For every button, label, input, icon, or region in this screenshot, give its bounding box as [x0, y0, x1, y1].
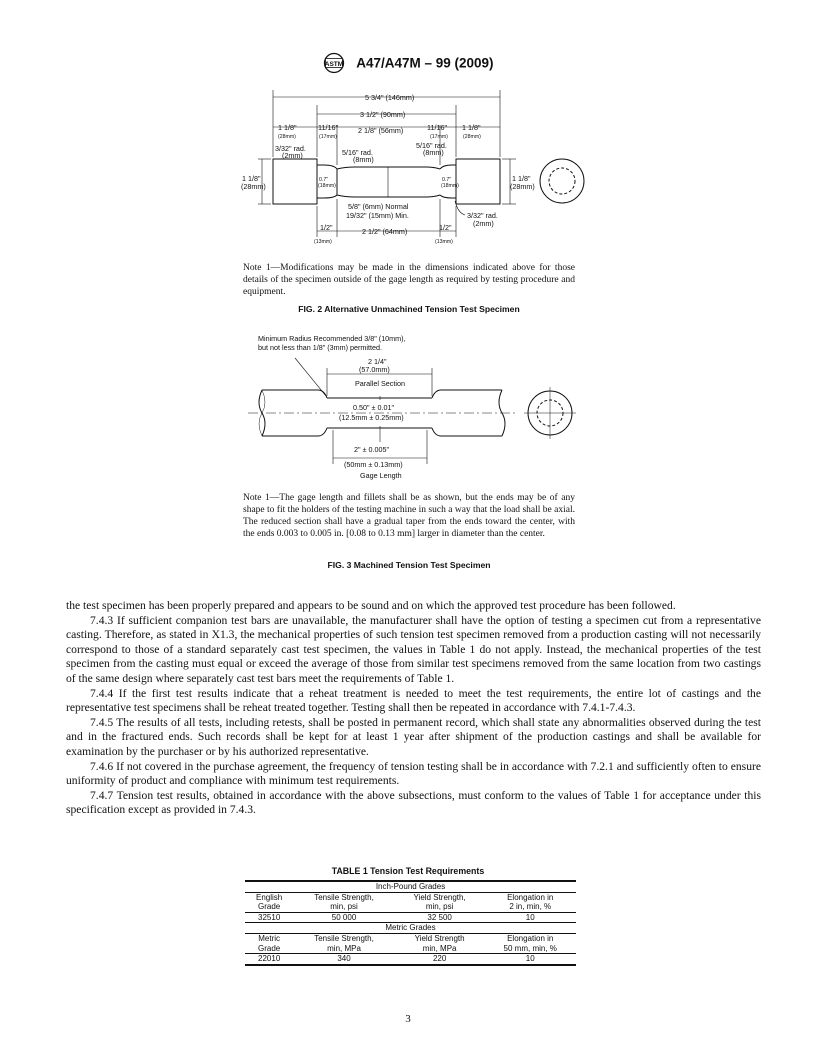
table1-title: TABLE 1 Tension Test Requirements [331, 866, 485, 876]
table-row [245, 902, 576, 912]
table-row [245, 881, 576, 892]
body-text [66, 599, 761, 818]
document-designation: A47/A47M – 99 (2009) [356, 55, 494, 71]
fig3-min-radius-line1: Minimum Radius Recommended 3/8" (10mm), [258, 334, 406, 343]
dim-rad-mid-left: 5/16" rad. [342, 148, 373, 157]
astm-logo-icon [322, 52, 346, 74]
table-cell: 10 [484, 954, 576, 965]
table-row [245, 892, 576, 902]
dim-taper-left-mm: (17mm) [319, 134, 337, 140]
dim-diam-normal: 5/8" (6mm) Normal [348, 202, 409, 211]
fig3-gage-length-mm: (50mm ± 0.13mm) [344, 460, 403, 469]
dim-height-left: 1 1/8" [242, 174, 261, 183]
col-header: min, MPa [395, 944, 485, 954]
fig2-drawing [240, 85, 585, 255]
dim-grip-right: 1 1/8" [462, 123, 481, 132]
table-cell: 22010 [245, 954, 293, 965]
fig3-caption: FIG. 3 Machined Tension Test Specimen [327, 560, 491, 570]
table-row [245, 912, 576, 923]
table-cell: 50 000 [293, 912, 395, 923]
dim-rad-small-right: 3/32" rad. [467, 211, 498, 220]
col-header: Elongation in [507, 892, 554, 902]
dim-bottom-right: 1/2" [439, 223, 452, 232]
dim-span: 3 1/2" (90mm) [360, 110, 406, 119]
dim-height-left-mm: (28mm) [241, 182, 266, 191]
dim-rad-small-left: 3/32" rad. [275, 144, 306, 153]
fig3-gage-length: 2" ± 0.005" [354, 445, 390, 454]
fig3-diameter: 0.50" ± 0.01" [353, 403, 395, 412]
dim-neck-left-mm: (18mm) [318, 183, 336, 189]
dim-grip-left-mm: (28mm) [278, 134, 296, 140]
paragraph-7-4-4: 7.4.4 If the first test results indicate that a reheat treatment is needed to meet the test requirements, the entire lot of castings and the representative test specimens shall be reheat treated together. Testing shall then be repeated in accordance with 7.4.1-7.4.3. [66, 686, 761, 715]
fig3-note: Note 1—The gage length and fillets shall be as shown, but the ends may be of any shape to fit the holders of the testing machine in such a way that the load shall be axial. The reduced section shall have a gradual taper from the ends toward the center, with the ends 0.003 to 0.005 in. [0.08 to 0.13 mm] larger in diameter than the center. [243, 493, 575, 539]
paragraph-7-4-6: 7.4.6 If not covered in the purchase agreement, the frequency of tension testing shall be in accordance with 7.2.1 and sufficiently often to ensure uniformity of product and compliance with minimum test requirements. [66, 759, 761, 788]
fig3-drawing [240, 328, 585, 488]
page-number: 3 [405, 1013, 411, 1025]
col-header: Yield Strength [414, 933, 465, 943]
col-header: Elongation in [507, 933, 554, 943]
dim-rad-mid-right: 5/16" rad. [416, 141, 447, 150]
dim-neck-left: 0.7" [319, 177, 329, 183]
dim-neck-right: 0.7" [442, 177, 452, 183]
table-row [245, 923, 576, 934]
dim-height-right: 1 1/8" [512, 174, 531, 183]
fig2-caption: FIG. 2 Alternative Unmachined Tension Test Specimen [298, 304, 520, 314]
col-header: Tensile Strength, [314, 892, 374, 902]
table-cell: 32 500 [395, 912, 485, 923]
dim-taper-right: 11/16" [427, 123, 448, 132]
dim-diam-min: 19/32" (15mm) Min. [346, 211, 409, 220]
paragraph-7-4-5: 7.4.5 The results of all tests, including retests, shall be posted in permanent record, which shall state any abnormalities observed during the test and in the fractured ends. Such records shall be kept for at least 1 year after shipment of the production castings and shall be available for examination by the purchaser or by his authorized representative. [66, 715, 761, 758]
svg-text:ASTM: ASTM [325, 61, 344, 68]
dim-bottom-left: 1/2" [320, 223, 333, 232]
col-header: English [256, 892, 283, 902]
col-header: Tensile Strength, [314, 933, 374, 943]
dim-center: 2 1/8" (56mm) [358, 126, 404, 135]
table-cell: 220 [395, 954, 485, 965]
table-cell: 10 [484, 912, 576, 923]
paragraph-7-4-7: 7.4.7 Tension test results, obtained in accordance with the above subsections, must conform to the values of Table 1 for acceptance under this specification except as provided in 7.4.3. [66, 788, 761, 817]
dim-rad-small-left-mm: (2mm) [282, 151, 303, 160]
paragraph-continuation: the test specimen has been properly prepared and appears to be sound and on which the approved test procedure has been followed. [66, 599, 676, 612]
col-header: min, MPa [293, 944, 395, 954]
col-header: 2 in, min, % [484, 902, 576, 912]
fig3-diameter-mm: (12.5mm ± 0.25mm) [339, 413, 404, 422]
dim-height-right-mm: (28mm) [510, 182, 535, 191]
dim-taper-left: 11/16" [318, 123, 339, 132]
table-row [245, 954, 576, 965]
dim-taper-right-mm: (17mm) [430, 134, 448, 140]
dim-rad-mid-right-mm: (8mm) [423, 148, 444, 157]
dim-rad-small-right-mm: (2mm) [473, 219, 494, 228]
col-header: Grade [245, 944, 293, 954]
fig3-gage-length-label: Gage Length [360, 471, 402, 480]
col-header: Metric [258, 933, 281, 943]
fig3-parallel-section-label: Parallel Section [355, 379, 405, 388]
document-header [0, 52, 816, 74]
dim-overall: 5 3/4" (146mm) [365, 93, 415, 102]
table-cell: 340 [293, 954, 395, 965]
fig3-parallel-length: 2 1/4" [368, 357, 387, 366]
col-header: Grade [245, 902, 293, 912]
fig3-min-radius-line2: but not less than 1/8" (3mm) permitted. [258, 343, 382, 352]
metric-header: Metric Grades [245, 923, 576, 934]
table1 [245, 880, 576, 966]
dim-grip-left: 1 1/8" [278, 123, 297, 132]
col-header: 50 mm, min, % [484, 944, 576, 954]
dim-bottom-center: 2 1/2" (64mm) [362, 227, 408, 236]
fig2-note: Note 1—Modifications may be made in the dimensions indicated above for those details of the specimen outside of the gage length as required by testing procedure and equipment. [243, 263, 575, 297]
table-row [245, 944, 576, 954]
table-cell: 32510 [245, 912, 293, 923]
col-header: Yield Strength, [413, 892, 466, 902]
dim-bottom-left-mm: (13mm) [314, 239, 332, 245]
dim-rad-mid-left-mm: (8mm) [353, 155, 374, 164]
fig3-parallel-length-mm: (57.0mm) [359, 365, 390, 374]
col-header: min, psi [293, 902, 395, 912]
col-header: min, psi [395, 902, 485, 912]
dim-bottom-right-mm: (13mm) [435, 239, 453, 245]
dim-grip-right-mm: (28mm) [463, 134, 481, 140]
dim-neck-right-mm: (18mm) [441, 183, 459, 189]
table-row [245, 933, 576, 943]
inch-pound-header: Inch-Pound Grades [245, 881, 576, 892]
paragraph-7-4-3: 7.4.3 If sufficient companion test bars are unavailable, the manufacturer shall have the option of testing a specimen cut from a representative casting. Therefore, as stated in X1.3, the mechanical properties of such tension test specimen removed from a production casting will not necessarily correspond to those of a standard separately cast test specimen, the values in Table 1 do not apply. Instead, the mechanical properties of the test specimen from the casting must equal or exceed the average of those from similar test specimens removed from the same location from two castings of the same design where separately cast test bars meet the requirements of Table 1. [66, 613, 761, 685]
